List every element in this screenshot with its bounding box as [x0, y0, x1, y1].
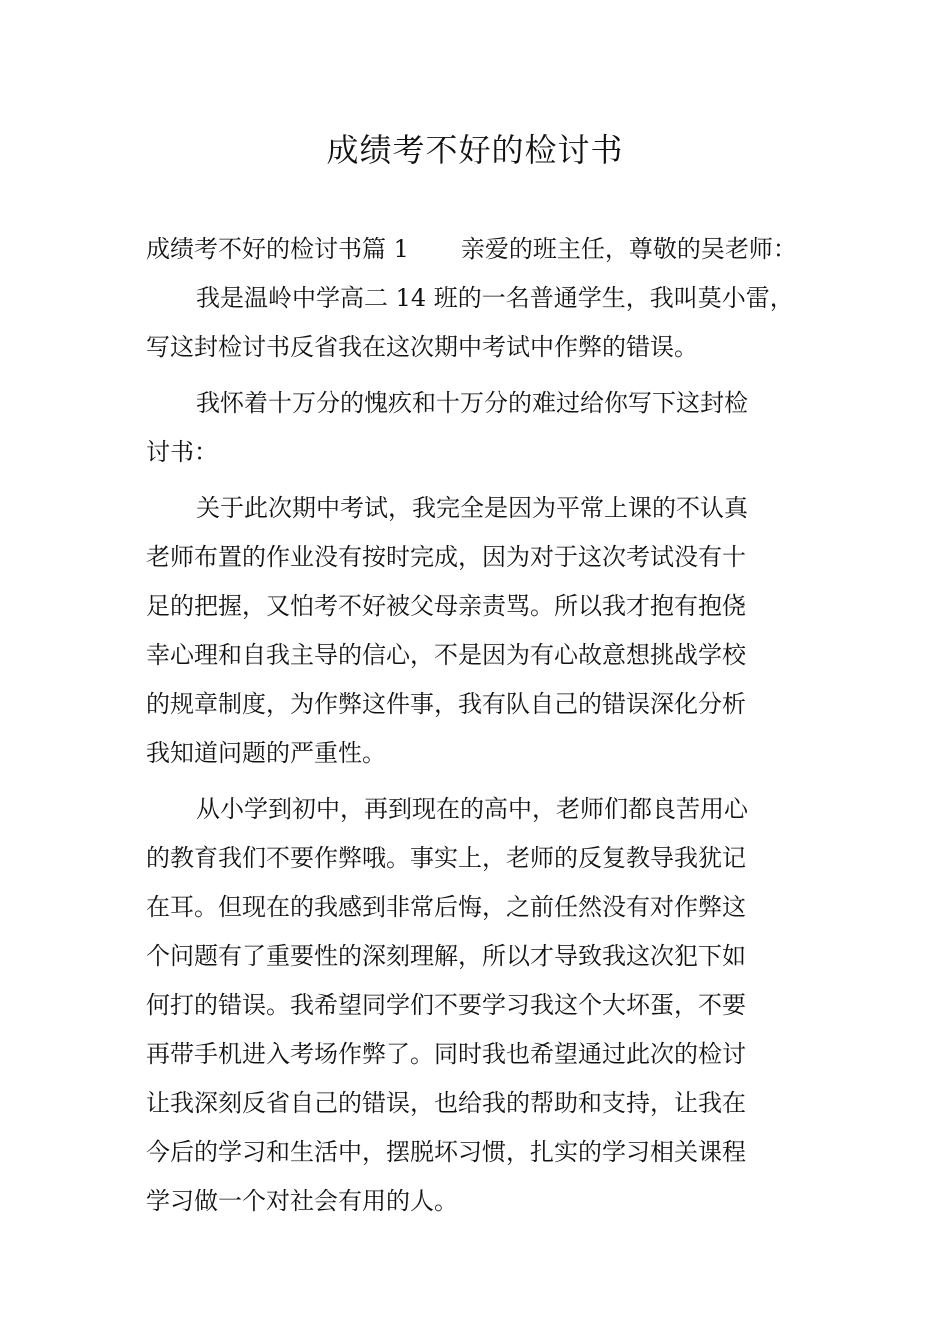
document-body [146, 229, 816, 1230]
text-line: 在耳。但现在的我感到非常后悔，之前任然没有对作弊这 [146, 893, 746, 921]
text-line: 学习做一个对社会有用的人。 [146, 1187, 458, 1215]
text-line: 今后的学习和生活中，摆脱坏习惯，扎实的学习相关课程 [146, 1138, 746, 1166]
text-line: 让我深刻反省自己的错误，也给我的帮助和支持，让我在 [146, 1089, 746, 1117]
text-line: 我是温岭中学高二 14 班的一名普通学生，我叫莫小雷， [196, 284, 794, 312]
salutation: 亲爱的班主任，尊敬的吴老师： [460, 235, 797, 263]
text-line: 写这封检讨书反省我在这次期中考试中作弊的错误。 [146, 333, 698, 361]
text-line: 我知道问题的严重性。 [146, 739, 386, 767]
text-line: 何打的错误。我希望同学们不要学习我这个大坏蛋，不要 [146, 991, 746, 1019]
section-heading: 成绩考不好的检讨书篇 1 [146, 235, 409, 263]
text-line: 关于此次期中考试，我完全是因为平常上课的不认真 [196, 494, 748, 522]
text-line [146, 229, 816, 278]
document-title: 成绩考不好的检讨书 [326, 131, 624, 169]
text-line: 我怀着十万分的愧疚和十万分的难过给你写下这封检 [196, 389, 748, 417]
text-line: 的教育我们不要作弊哦。事实上，老师的反复教导我犹记 [146, 844, 746, 872]
text-line: 个问题有了重要性的深刻理解，所以才导致我这次犯下如 [146, 942, 746, 970]
text-line: 讨书： [146, 438, 218, 466]
text-line: 幸心理和自我主导的信心，不是因为有心故意想挑战学校 [146, 641, 746, 669]
text-line: 再带手机进入考场作弊了。同时我也希望通过此次的检讨 [146, 1040, 746, 1068]
text-line: 从小学到初中，再到现在的高中，老师们都良苦用心 [196, 795, 748, 823]
text-line: 的规章制度，为作弊这件事，我有队自己的错误深化分析 [146, 690, 746, 718]
text-line: 老师布置的作业没有按时完成，因为对于这次考试没有十 [146, 543, 746, 571]
text-line: 足的把握，又怕考不好被父母亲责骂。所以我才抱有抱侥 [146, 592, 746, 620]
